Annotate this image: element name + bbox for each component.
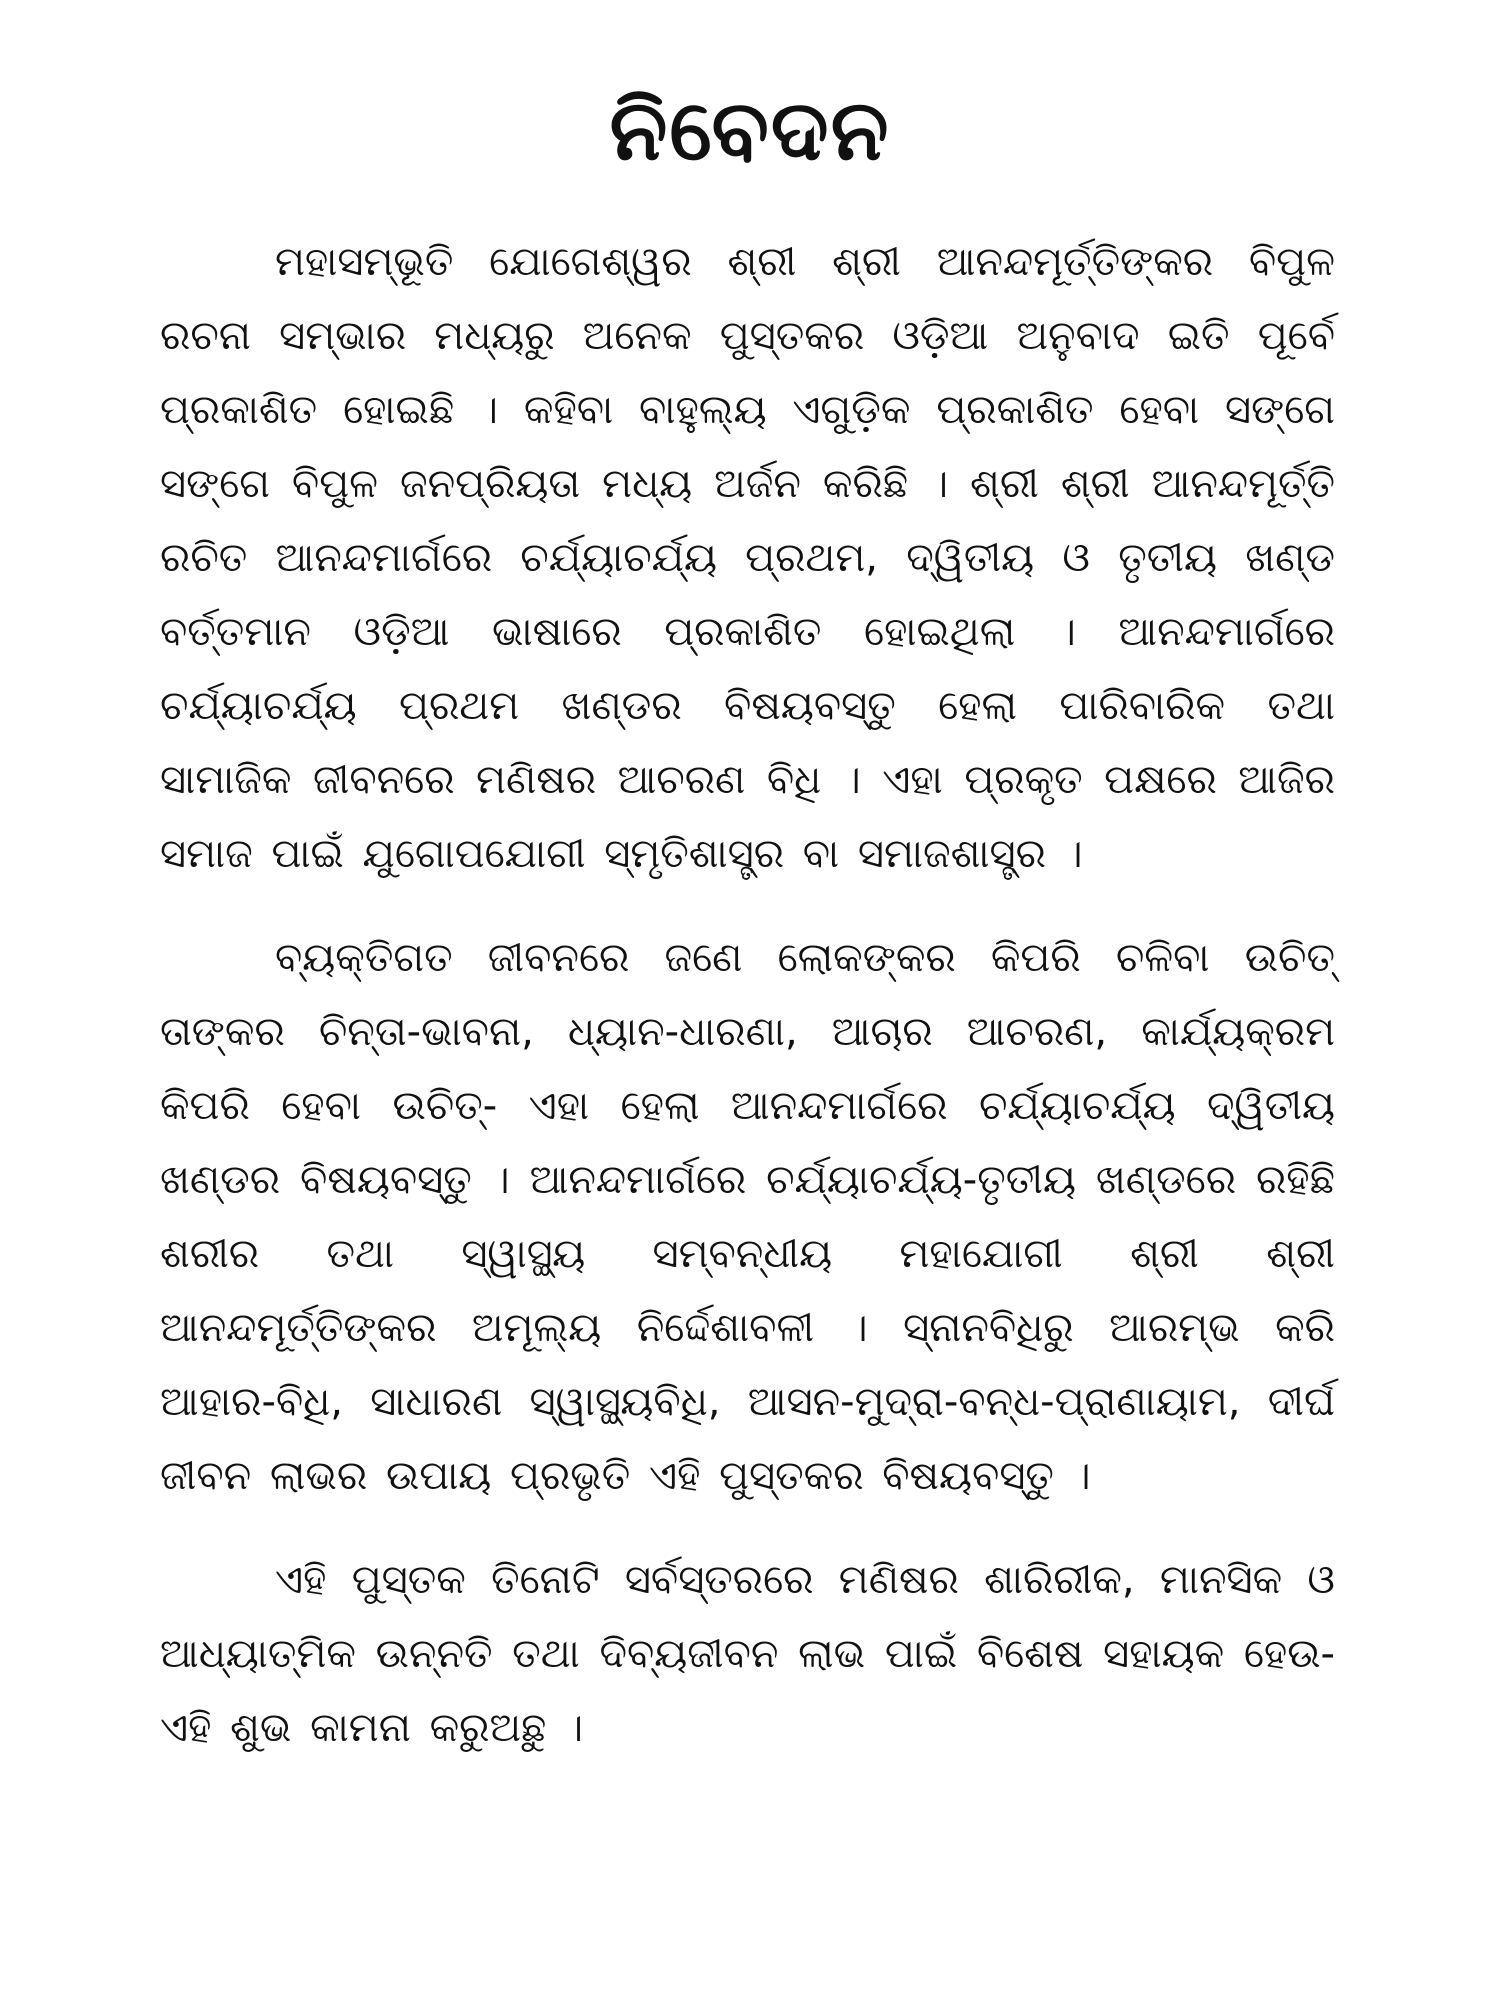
paragraph-3: ଏହି ପୁସ୍ତକ ତିନୋଟି ସର୍ବସ୍ତରରେ ମଣିଷର ଶାରିରୀକ, ମାନସିକ ଓ ଆଧ୍ୟାତ୍ମିକ ଉନ୍ନତି ତଥା ଦିବ୍ୟଜୀବନ ଲାଭ ପାଇଁ ବିଶେଷ ସହାୟକ ହେଉ- ଏହି ଶୁଭ କାମନା କରୁଅଛୁ ।	[160, 1557, 1335, 1751]
paragraph-1: ମହାସମ୍ଭୂତି ଯୋଗେଶ୍ୱର ଶ୍ରୀ ଶ୍ରୀ ଆନନ୍ଦମୂର୍ତ୍ତିଙ୍କର ବିପୁଳ ରଚନା ସମ୍ଭାର ମଧ୍ୟରୁ ଅନେକ ପୁସ୍ତକର ଓଡ଼ିଆ ଅନୁବାଦ ଇତି ପୂର୍ବେ ପ୍ରକାଶିତ ହୋଇଛି । କହିବା ବାହୁଲ୍ୟ ଏଗୁଡ଼ିକ ପ୍ରକାଶିତ ହେବା ସଙ୍ଗେ ସଙ୍ଗେ ବିପୁଳ ଜନପ୍ରିୟତା ମଧ୍ୟ ଅର୍ଜନ କରିଛି । ଶ୍ରୀ ଶ୍ରୀ ଆନନ୍ଦମୂର୍ତ୍ତି ରଚିତ ଆନନ୍ଦମାର୍ଗରେ ଚର୍ଯ୍ୟାଚର୍ଯ୍ୟ ପ୍ରଥମ, ଦ୍ୱିତୀୟ ଓ ତୃତୀୟ ଖଣ୍ଡ ବର୍ତ୍ତମାନ ଓଡ଼ିଆ ଭାଷାରେ ପ୍ରକାଶିତ ହୋଇଥିଲା । ଆନନ୍ଦମାର୍ଗରେ ଚର୍ଯ୍ୟାଚର୍ଯ୍ୟ ପ୍ରଥମ ଖଣ୍ଡର ବିଷୟବସ୍ତୁ ହେଲା ପାରିବାରିକ ତଥା ସାମାଜିକ ଜୀବନରେ ମଣିଷର ଆଚରଣ ବିଧି । ଏହା ପ୍ରକୃତ ପକ୍ଷରେ ଆଜିର ସମାଜ ପାଇଁ ଯୁଗୋପଯୋଗୀ ସ୍ମୃତିଶାସ୍ତ୍ର ବା ସମାଜଶାସ୍ତ୍ର ।	[160, 239, 1335, 877]
paragraph-2: ବ୍ୟକ୍ତିଗତ ଜୀବନରେ ଜଣେ ଲୋକଙ୍କର କିପରି ଚଳିବା ଉଚିତ୍ ତାଙ୍କର ଚିନ୍ତା-ଭାବନା, ଧ୍ୟାନ-ଧାରଣା, ଆଚାର ଆଚରଣ, କାର୍ଯ୍ୟକ୍ରମ କିପରି ହେବା ଉଚିତ୍- ଏହା ହେଲା ଆନନ୍ଦମାର୍ଗରେ ଚର୍ଯ୍ୟାଚର୍ଯ୍ୟ ଦ୍ୱିତୀୟ ଖଣ୍ଡର ବିଷୟବସ୍ତୁ । ଆନନ୍ଦମାର୍ଗରେ ଚର୍ଯ୍ୟାଚର୍ଯ୍ୟ-ତୃତୀୟ ଖଣ୍ଡରେ ରହିଛି ଶରୀର ତଥା ସ୍ୱାସ୍ଥ୍ୟ ସମ୍ବନ୍ଧୀୟ ମହାଯୋଗୀ ଶ୍ରୀ ଶ୍ରୀ ଆନନ୍ଦମୂର୍ତ୍ତିଙ୍କର ଅମୂଲ୍ୟ ନିର୍ଦ୍ଦେଶାବଳୀ । ସ୍ନାନବିଧିରୁ ଆରମ୍ଭ କରି ଆହାର-ବିଧି, ସାଧାରଣ ସ୍ୱାସ୍ଥ୍ୟବିଧି, ଆସନ-ମୁଦ୍ରା-ବନ୍ଧ-ପ୍ରାଣାୟାମ, ଦୀର୍ଘ ଜୀବନ ଲାଭର ଉପାୟ ପ୍ରଭୃତି ଏହି ପୁସ୍ତକର ବିଷୟବସ୍ତୁ ।	[160, 935, 1335, 1499]
page-title: ନିବେଦନ	[609, 81, 891, 179]
document-body	[160, 225, 1335, 1793]
